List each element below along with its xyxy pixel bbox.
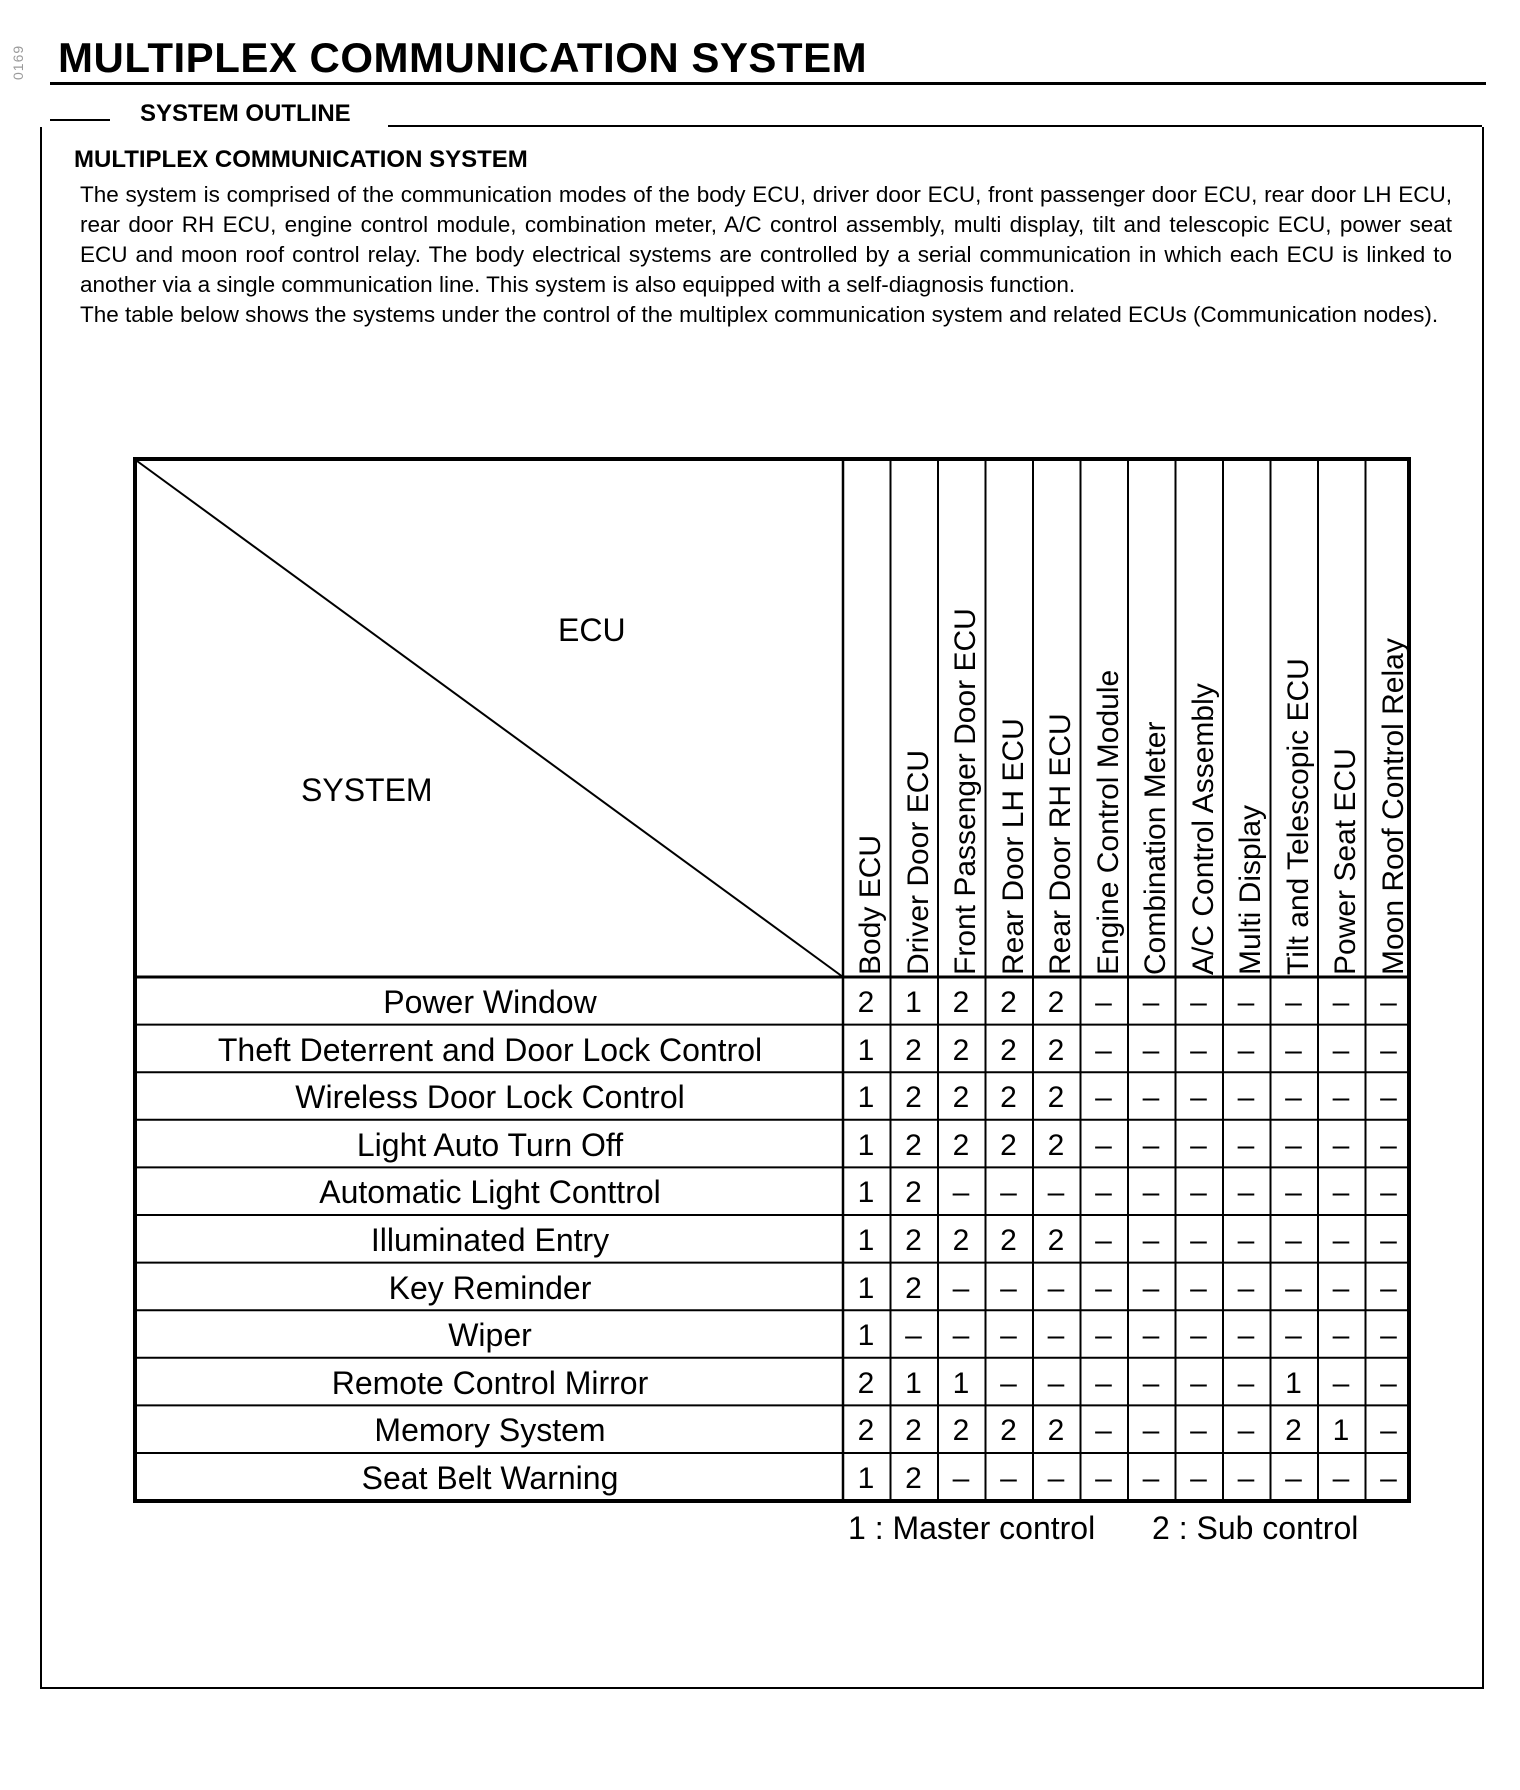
column-header-label: Power Seat ECU [1329,748,1362,975]
table-cell: – [1142,1081,1160,1115]
column-header-label: Tilt and Telescopic ECU [1281,658,1315,975]
table-cell: – [952,1271,970,1305]
table-cell: – [1190,1271,1207,1305]
table-cell: 1 [1332,1414,1350,1448]
table-cell: 2 [952,1128,970,1162]
table-cell: – [1332,1176,1350,1210]
row-system-label: Theft Deterrent and Door Lock Control [217,1031,763,1068]
table-cell: – [1380,1462,1397,1495]
column-header [843,465,889,975]
table-cell: 2 [1047,986,1065,1019]
column-header [1366,465,1412,975]
table-cell: 2 [905,1033,922,1067]
document-id: 0169 [10,44,26,80]
table-cell: 2 [952,1414,970,1448]
table-cell: – [1285,1224,1302,1257]
table-cell: – [952,1319,970,1353]
table-cell: 1 [857,1128,875,1162]
ecu-system-table [133,457,1411,1503]
table-cell: – [1142,1319,1160,1353]
legend-sub: 2 : Sub control [1152,1510,1359,1546]
body-text [80,180,1452,330]
paragraph-2: The table below shows the systems under the control of the multiplex communication system and related ECUs (Communication nodes). [80,302,1439,327]
column-header [1128,465,1174,975]
table-cell: – [1095,1033,1112,1067]
table-cell: – [1332,1271,1350,1305]
table-cell: – [1285,1462,1302,1495]
table-cell: – [1285,1081,1302,1115]
table-cell: – [1142,1033,1160,1067]
column-header-label: Driver Door ECU [901,749,935,975]
corner-ecu-label: ECU [558,612,626,648]
table-cell: 1 [857,1176,875,1210]
table-cell: – [1380,1319,1397,1353]
table-cell: – [1332,986,1350,1019]
row-system-label: Light Auto Turn Off [356,1126,624,1163]
table-cell: 2 [905,1224,922,1257]
table-cell: 1 [857,1462,875,1495]
table-cell: – [1380,1033,1397,1067]
row-system-label: Wiper [448,1317,532,1354]
row-system-label: Wireless Door Lock Control [295,1079,685,1116]
table-cell: 2 [857,1414,875,1448]
table-cell: – [1285,1319,1302,1353]
table-cell: – [952,1176,970,1210]
table-cell: – [1237,1271,1255,1305]
column-header [1033,465,1079,975]
table-cell: 1 [905,1366,922,1400]
table-cell: – [1095,1319,1112,1353]
row-system-label: Automatic Light Conttrol [319,1174,661,1211]
row-system-label: Key Reminder [388,1269,592,1306]
column-header-label: Combination Meter [1139,721,1172,975]
table-cell: – [1142,986,1160,1019]
table-cell: – [1142,1271,1160,1305]
table-cell: 2 [952,1033,970,1067]
table-cell: – [1332,1224,1350,1257]
table-cell: – [1000,1462,1017,1495]
table-cell: 1 [952,1366,970,1400]
table-cell: 2 [1000,1128,1017,1162]
row-system-label: Seat Belt Warning [361,1460,619,1496]
table-cell: 1 [857,1271,875,1305]
table-cell: – [1380,1414,1397,1448]
table-cell: – [1047,1271,1065,1305]
table-cell: 2 [1285,1414,1302,1448]
row-system-label: Memory System [374,1412,606,1449]
table-cell: 2 [905,1462,922,1495]
table-cell: – [1237,1033,1255,1067]
table-cell: 2 [1000,1224,1017,1257]
table-cell: – [1285,1176,1302,1210]
table-cell: 2 [1047,1224,1065,1257]
table-cell: 1 [857,1319,875,1353]
table-cell: 2 [905,1414,922,1448]
frame-top-right-rule [388,125,1482,127]
table-cell: – [1190,1081,1207,1115]
table-cell: 2 [905,1081,922,1115]
table-cell: – [1380,1081,1397,1115]
column-header-label: Body ECU [854,834,887,975]
section-heading: SYSTEM OUTLINE [140,100,351,127]
table-cell: – [1095,1224,1112,1257]
table-cell: – [1190,1176,1207,1210]
table-cell: 2 [1047,1081,1065,1115]
table-cell: – [1142,1176,1160,1210]
table-cell: – [1095,1128,1112,1162]
table-cell: – [1190,986,1207,1019]
table-cell: – [1142,1128,1160,1162]
table-cell: – [1237,1414,1255,1448]
table-cell: – [1285,1128,1302,1162]
table-cell: – [1332,1319,1350,1353]
page-title: MULTIPLEX COMMUNICATION SYSTEM [58,34,868,81]
column-header-label: A/C Control Assembly [1186,683,1220,975]
table-cell: 1 [857,1033,875,1067]
row-system-label: Remote Control Mirror [331,1364,649,1401]
table-cell: – [1095,1414,1112,1448]
table-cell: – [1000,1271,1017,1305]
subheading: MULTIPLEX COMMUNICATION SYSTEM [74,146,528,173]
column-header-label: Rear Door LH ECU [996,718,1030,975]
table-cell: – [1190,1319,1207,1353]
table-cell: – [1285,986,1302,1019]
column-header-label: Multi Display [1234,804,1267,975]
table-cell: – [1237,1176,1255,1210]
table-cell: – [1190,1414,1207,1448]
table-cell: – [1380,1366,1397,1400]
table-cell: – [1332,1366,1350,1400]
table-cell: 1 [857,1081,875,1115]
table-cell: – [1285,1271,1302,1305]
title-rule [50,82,1486,85]
table-cell: 2 [905,1176,922,1210]
column-header [938,465,984,975]
corner-system-label: SYSTEM [301,772,433,808]
column-header [891,465,937,975]
table-cell: – [1000,1319,1017,1353]
column-header-label: Front Passenger Door ECU [949,608,982,975]
table-cell: 2 [1000,1033,1017,1067]
table-cell: – [1190,1224,1207,1257]
table-cell: – [1095,1366,1112,1400]
table-cell: – [1095,1271,1112,1305]
table-cell: – [1047,1176,1065,1210]
table-cell: – [1237,1366,1255,1400]
row-system-label: Illuminated Entry [370,1222,610,1258]
table-cell: – [1237,1462,1255,1495]
table-cell: – [1285,1033,1302,1067]
table-cell: 2 [1047,1414,1065,1448]
table-cell: – [1332,1128,1350,1162]
table-cell: – [905,1319,922,1353]
table-cell: – [1190,1366,1207,1400]
table-cell: – [1095,1462,1112,1495]
column-header [1176,465,1222,975]
column-header [1318,465,1364,975]
table-cell: – [1142,1462,1160,1495]
table-cell: – [1237,1319,1255,1353]
table-cell: – [1047,1366,1065,1400]
table-cell: 2 [952,1224,970,1257]
table-cell: 2 [905,1271,922,1305]
column-header [1223,465,1269,975]
table-cell: 2 [905,1128,922,1162]
column-header-label: Moon Roof Control Relay [1376,638,1410,975]
table-cell: – [1142,1224,1160,1257]
table-cell: 2 [952,986,970,1019]
table-cell: 2 [857,1366,875,1400]
table-cell: – [1237,1224,1255,1257]
table-cell: 2 [1047,1128,1065,1162]
table-cell: – [1380,1176,1397,1210]
table-cell: – [1095,1081,1112,1115]
table-cell: – [1332,1462,1350,1495]
table-cell: – [1000,1176,1017,1210]
table-cell: – [1237,1128,1255,1162]
table-cell: – [1380,1271,1397,1305]
table-cell: – [1190,1128,1207,1162]
frame-top-left-rule [50,119,110,121]
table-cell: – [1237,986,1255,1019]
table-cell: – [1047,1319,1065,1353]
table-cell: – [1095,986,1112,1019]
table-cell: – [952,1462,970,1495]
table-cell: 2 [952,1081,970,1115]
table-cell: 1 [1285,1366,1302,1400]
table-cell: – [1000,1366,1017,1400]
table-cell: – [1332,1033,1350,1067]
table-cell: 2 [1000,986,1017,1019]
column-header-label: Engine Control Module [1091,669,1125,975]
table-cell: – [1380,1128,1397,1162]
table-cell: – [1237,1081,1255,1115]
column-header [1081,465,1127,975]
column-header [1271,465,1317,975]
table-cell: – [1095,1176,1112,1210]
paragraph-1: The system is comprised of the communication modes of the body ECU, driver door ECU, front passenger door ECU, rear door LH ECU, rear door RH ECU, engine control module, combination meter, A/C control assembly, multi display, tilt and telescopic ECU, power seat ECU and moon roof control relay. The body electrical systems are controlled by a serial communication in which each ECU is linked to another via a single communication line. This system is also equipped with a self-diagnosis function. [80,182,1452,297]
table-cell: – [1142,1414,1160,1448]
table-cell: – [1190,1033,1207,1067]
table-cell: 1 [857,1224,875,1257]
table-cell: 2 [1000,1081,1017,1115]
table-cell: – [1047,1462,1065,1495]
row-system-label: Power Window [383,984,597,1020]
table-cell: 1 [905,986,922,1019]
table-cell: – [1332,1081,1350,1115]
table-cell: – [1380,1224,1397,1257]
table-cell: – [1380,986,1397,1019]
table-cell: 2 [1000,1414,1017,1448]
table-cell: 2 [857,986,875,1019]
column-header [986,465,1032,975]
legend-master: 1 : Master control [848,1510,1096,1546]
column-header-label: Rear Door RH ECU [1044,713,1077,975]
table-cell: 2 [1047,1033,1065,1067]
table-cell: – [1142,1366,1160,1400]
table-cell: – [1190,1462,1207,1495]
